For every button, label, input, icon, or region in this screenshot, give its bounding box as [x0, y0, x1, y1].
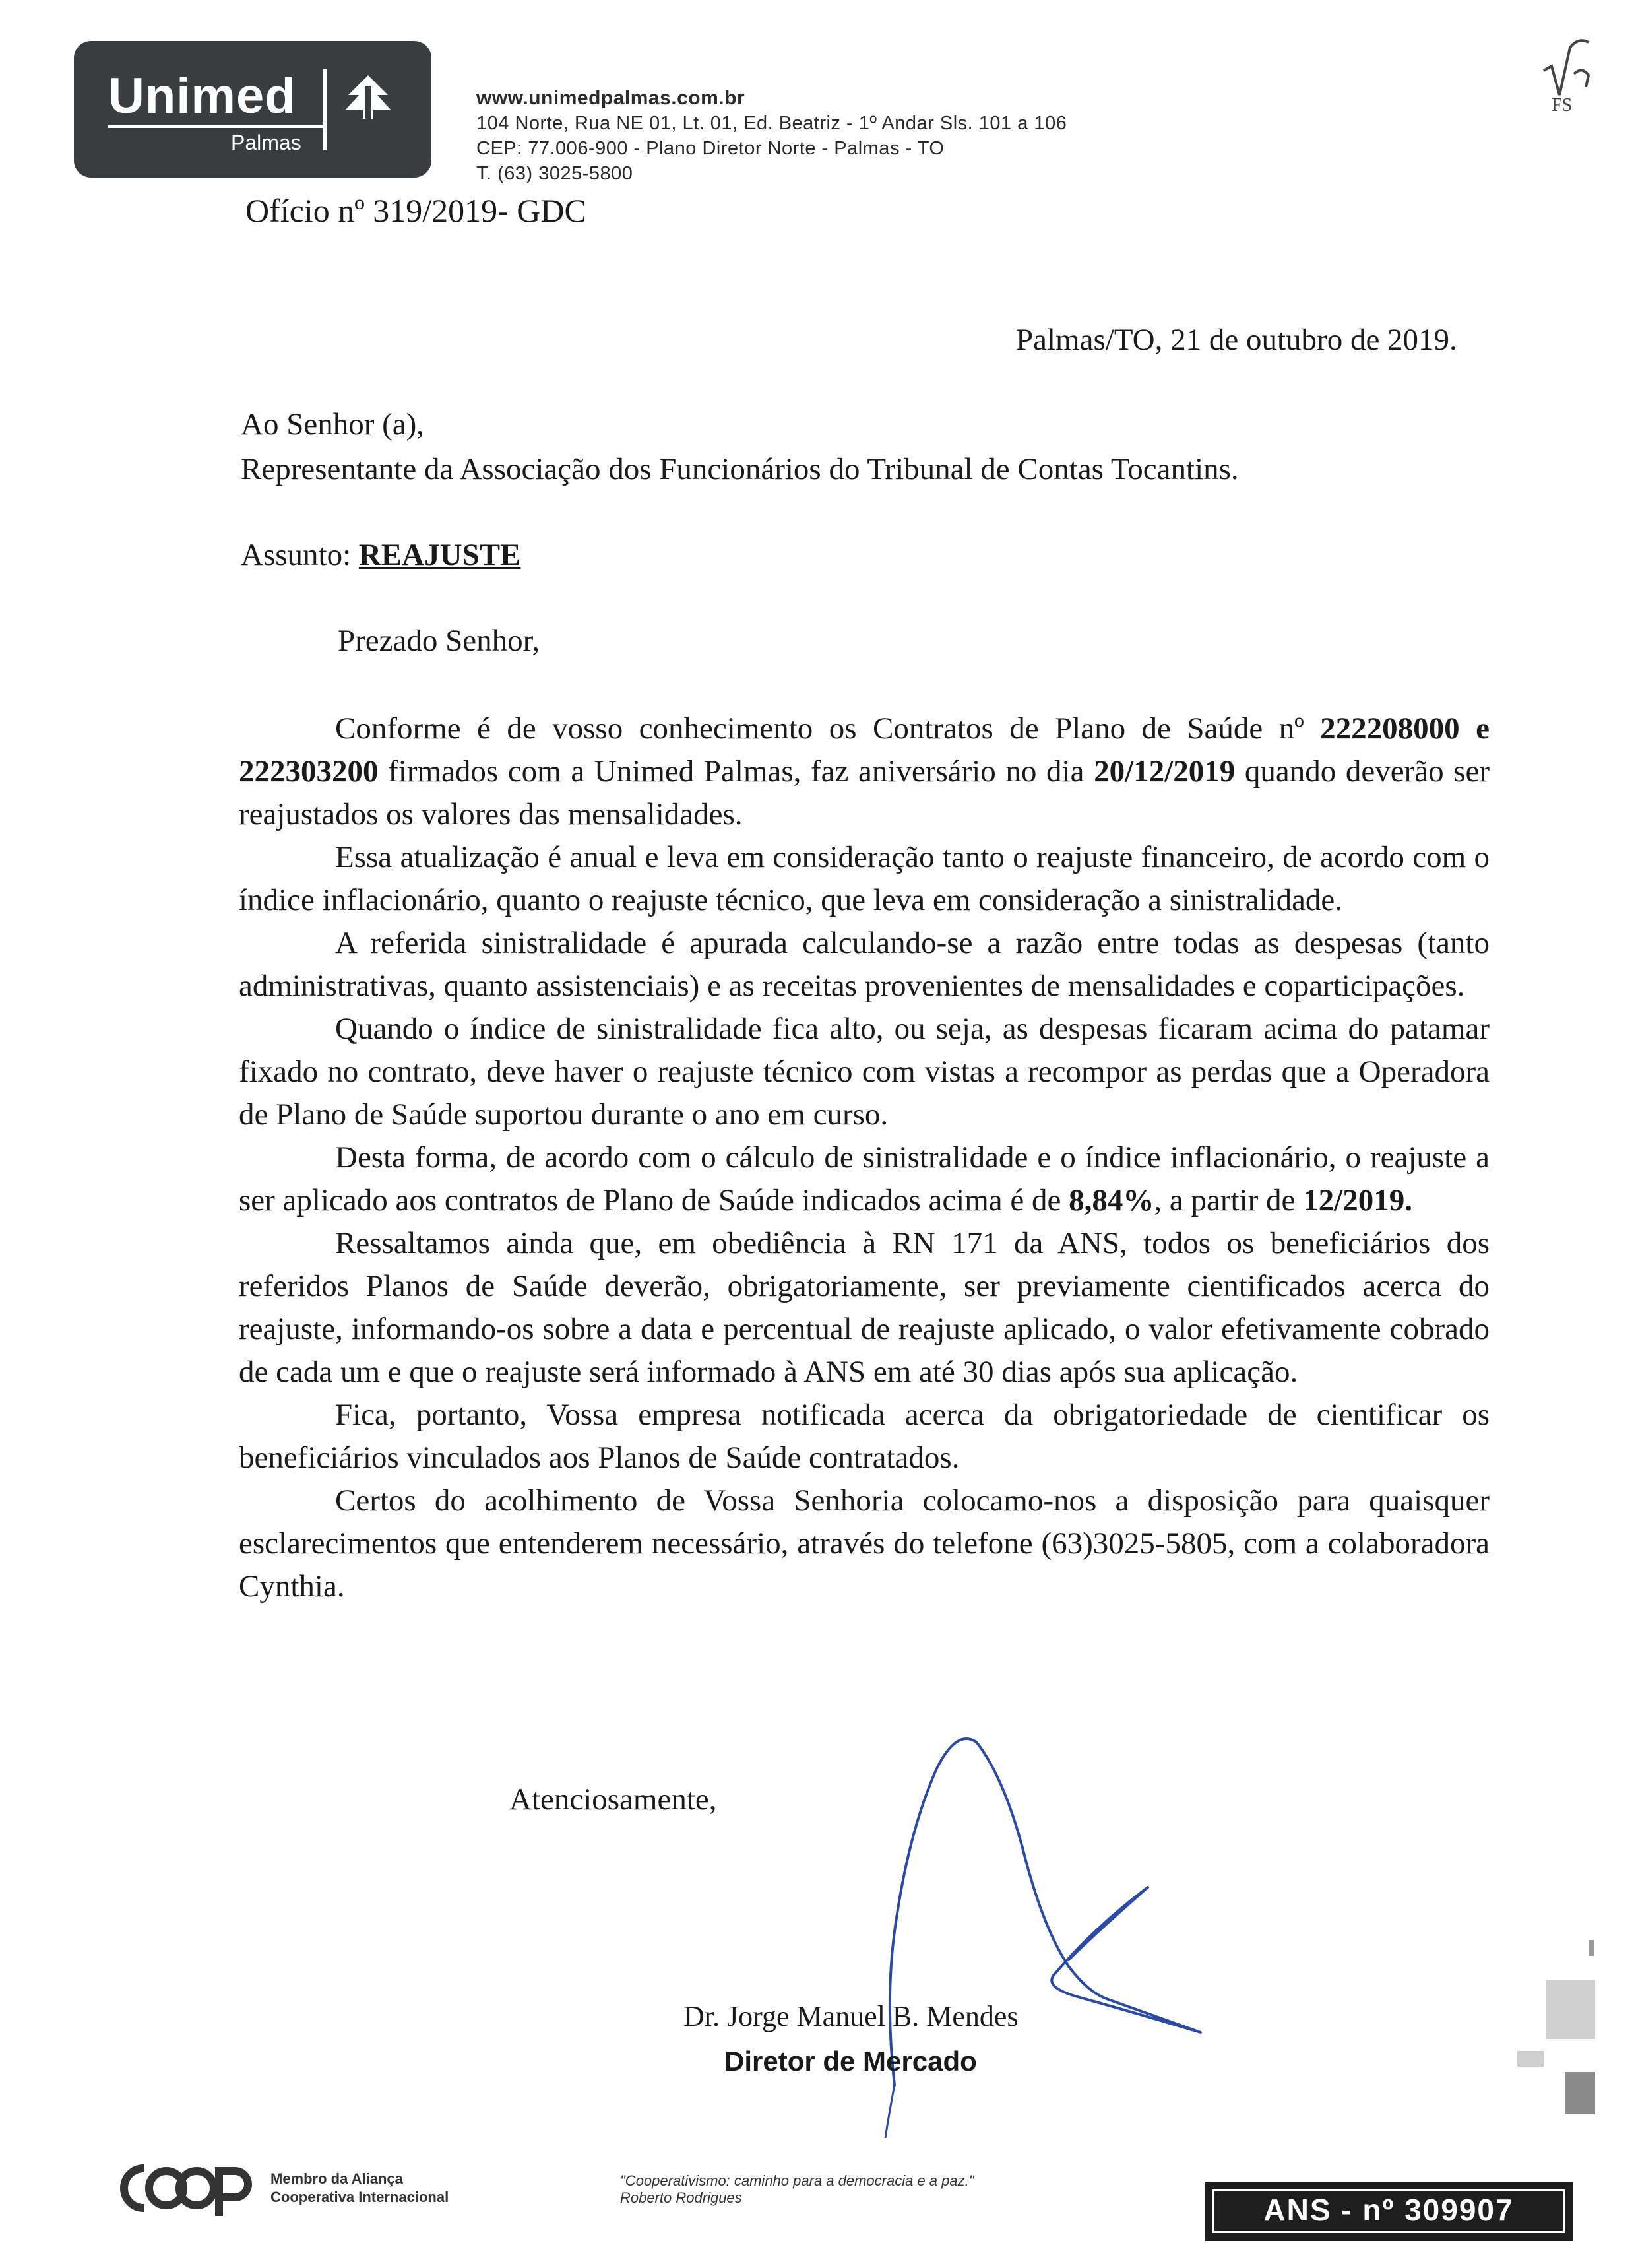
fs-stamp-icon: [1537, 34, 1603, 113]
adjustment-start: 12/2019.: [1303, 1183, 1412, 1217]
contract-number-2: 222303200: [239, 754, 379, 789]
subject-value: REAJUSTE: [358, 538, 521, 572]
letter-reference: Ofício nº 319/2019- GDC: [245, 192, 586, 229]
website-link[interactable]: www.unimedpalmas.com.br: [476, 87, 745, 109]
ans-badge: [1205, 2182, 1573, 2241]
addressee-name: Representante da Associação dos Funcionários do Tribunal de Contas Tocantins.: [241, 452, 1239, 486]
subject-line: [241, 537, 520, 573]
address-line-2: CEP: 77.006-900 - Plano Diretor Norte - Palmas - TO: [476, 138, 945, 159]
letter-date: Palmas/TO, 21 de outubro de 2019.: [1016, 323, 1457, 357]
paragraph-update: Essa atualização é anual e leva em consideração tanto o reajuste financeiro, de acordo com o índice inflacionário, quanto o reajuste técnico, que leva em consideração a sinistralidade.: [239, 840, 1490, 917]
paragraph-claims-ratio: A referida sinistralidade é apurada calculando-se a razão entre todas as despesas (tanto administrativas, quanto assistenciais) e as receitas provenientes de mensalidades e coparticipações.: [239, 926, 1490, 1003]
phone-number: T. (63) 3025-5800: [476, 163, 633, 184]
addressee-salutation: Ao Senhor (a),: [241, 407, 425, 441]
unimed-tree-icon: [336, 73, 400, 120]
logo-separator: [323, 69, 327, 150]
closing: Atenciosamente,: [509, 1782, 717, 1817]
fs-label: FS: [1552, 95, 1573, 113]
footer-quote: "Cooperativismo: caminho para a democracia e a paz." Roberto Rodrigues: [620, 2172, 974, 2206]
coop-membership: Membro da Aliança Cooperativa Internacional: [270, 2170, 449, 2205]
logo-subtitle: Palmas: [231, 131, 301, 154]
coop-logo-icon: [106, 2159, 257, 2217]
letter-body: [239, 707, 1490, 1608]
subject-label: Assunto:: [241, 538, 359, 572]
paragraph-contracts: Conforme é de vosso conhecimento os Contratos de Plano de Saúde nº 222208000 e 222303200 firmados com a Unimed Palmas, faz aniversário no dia 20/12/2019 quando deverão ser reajustados os valores das mensalidades.: [239, 711, 1490, 831]
paragraph-contact: Certos do acolhimento de Vossa Senhoria colocamo-nos a disposição para quaisquer esclarecimentos que entenderem necessário, através do telefone (63)3025-5805, com a colaboradora Cynthia.: [239, 1483, 1490, 1604]
logo-underline: [108, 125, 323, 128]
ans-number: ANS - nº 309907: [1263, 2193, 1514, 2227]
paragraph-notification: Fica, portanto, Vossa empresa notificada acerca da obrigatoriedade de cientificar os beneficiários vinculados aos Planos de Saúde contratados.: [239, 1398, 1490, 1475]
greeting: Prezado Senhor,: [338, 624, 540, 658]
contract-number-1: 222208000: [1320, 711, 1460, 746]
signer-name: Dr. Jorge Manuel B. Mendes: [683, 2000, 1019, 2032]
paragraph-rate: Desta forma, de acordo com o cálculo de sinistralidade e o índice inflacionário, o reajuste a ser aplicado aos contratos de Plano de Saúde indicados acima é de 8,84%, a partir de 12/2019.: [239, 1140, 1490, 1217]
address-line-1: 104 Norte, Rua NE 01, Lt. 01, Ed. Beatriz - 1º Andar Sls. 101 a 106: [476, 113, 1067, 134]
header-contact-block: [476, 86, 1067, 186]
adjustment-rate: 8,84%: [1069, 1183, 1154, 1217]
paragraph-rn171: Ressaltamos ainda que, em obediência à RN 171 da ANS, todos os beneficiários dos referidos Planos de Saúde deverão, obrigatoriamente, ser previamente cientificados acerca do reajuste, informando-os sobre a data e percentual de reajuste aplicado, o valor efetivamente cobrado de cada um e que o reajuste será informado à ANS em até 30 dias após sua aplicação.: [239, 1226, 1490, 1389]
logo-wordmark: Unimed: [108, 68, 296, 124]
paragraph-technical-adjustment: Quando o índice de sinistralidade fica alto, ou seja, as despesas ficaram acima do patamar fixado no contrato, deve haver o reajuste técnico com vistas a recompor as perdas que a Operadora de Plano de Saúde suportou durante o ano em curso.: [239, 1012, 1490, 1132]
anniversary-date: 20/12/2019: [1094, 754, 1236, 789]
unimed-logo: [74, 41, 431, 178]
signer-title: Diretor de Mercado: [724, 2046, 977, 2077]
